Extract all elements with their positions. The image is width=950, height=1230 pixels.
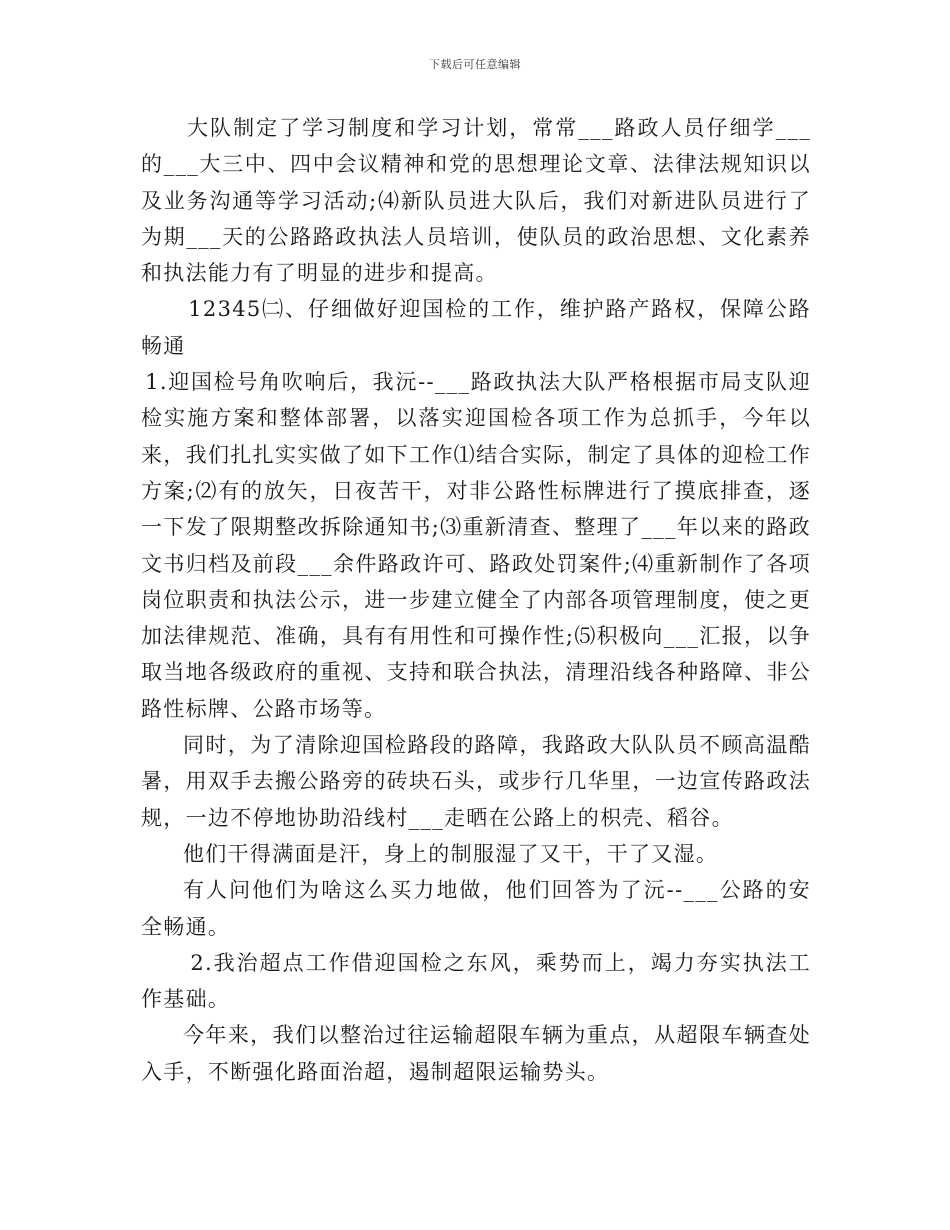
paragraph-sweat: 他们干得满面是汗，身上的制服湿了又干，干了又湿。	[183, 841, 719, 866]
paragraph-overload-point: 2.我治超点工作借迎国检之东风，乘势而上，竭力夯实执法工作基础。	[141, 950, 811, 1012]
paragraph-study-system: 大队制定了学习制度和学习计划，常常___路政人员仔细学___的___大三中、四中会议精神和党的思想理论文章、法律法规知识以及业务沟通等学习活动;⑷新队员进大队后，我们对新进队员进行了为期___天的公路路政执法人员培训，使队员的政治思想、文化素养和执法能力有了明显的进步和提高。	[141, 116, 811, 286]
document-body	[141, 110, 811, 1090]
paragraph-question: 有人问他们为啥这么买力地做，他们回答为了沅--___公路的安全畅通。	[141, 878, 811, 939]
page-header: 下载后可任意编辑	[429, 58, 521, 71]
paragraph-clear-obstacles: 同时，为了清除迎国检路段的路障，我路政大队队员不顾高温酷暑，用双手去搬公路旁的砖块石头，或步行几华里，一边宣传路政法规，一边不停地协助沿线村___走晒在公路上的枳壳、稻谷。	[141, 733, 811, 830]
paragraph-inspection-work: 1.迎国检号角吹响后，我沅--___路政执法大队严格根据市局支队迎检实施方案和整体部署，以落实迎国检各项工作为总抓手，今年以来，我们扎扎实实做了如下工作⑴结合实际，制定了具体的迎检工作方案;⑵有的放矢，日夜苦干，对非公路性标牌进行了摸底排查，逐一下发了限期整改拆除通知书;⑶重新清查、整理了___年以来的路政文书归档及前段___余件路政许可、路政处罚案件;⑷重新制作了各项岗位职责和执法公示，进一步建立健全了内部各项管理制度，使之更加法律规范、准确，具有有用性和可操作性;⑸积极向___汇报，以争取当地各级政府的重视、支持和联合执法，清理沿线各种路障、非公路性标牌、公路市场等。	[141, 370, 811, 721]
section-heading-inspection: 12345㈡、仔细做好迎国检的工作，维护路产路权，保障公路畅通	[141, 297, 811, 358]
paragraph-overload-control: 今年来，我们以整治过往运输超限车辆为重点，从超限车辆查处入手，不断强化路面治超，遏制超限运输势头。	[141, 1023, 811, 1084]
